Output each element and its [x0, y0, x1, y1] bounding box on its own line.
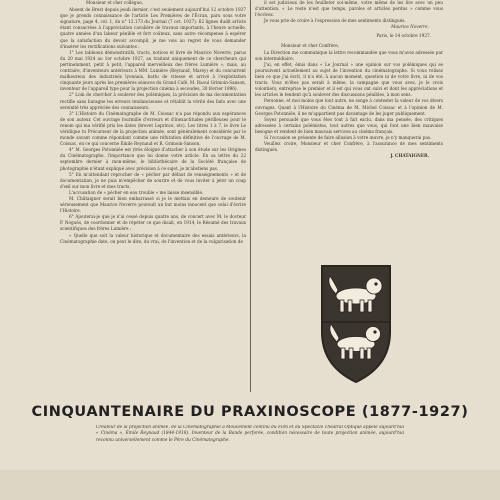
- paragraph: 2° Loin de chercher à soulever des polémiques, la précision de ma documentation rectifie sans baragne les erreurs tendancieuses et rétablit la vérité des faits avec une sereinité très appréciée des connaisseurs.: [60, 92, 246, 110]
- dateline: Paris, le 14 octobre 1927.: [376, 33, 431, 39]
- paragraph: « Quelle que soit la valeur historique et documentaire des essais antérieurs, la Cinématographie date, on peut le dire, du vrai, de l'invention et de la vulgarisation de: [60, 232, 246, 244]
- praxinoscope-description: Créateur de la projection animée, de la Cinématographie à Mouvement continu du Film et du Spectacle Théâtral Optique appelé aujourd'hui « Cinéma », Émile Reynaud (1844-1918). Inventeur de la Bande perforée, condition nécessaire de toute projection animée, aujourd'hui reconnu universellement comme le Père du Cinématographe.: [96, 425, 404, 443]
- letter-noverre-column: [60, 0, 246, 392]
- letter-salutation: Monsieur et cher collègue,: [86, 0, 144, 5]
- paragraph: Veuillez croire, Monsieur et cher Confrère, à l'assurance de mes sentiments distingués.: [255, 141, 443, 153]
- paragraph: 5° En m'attendant reprocher de « pécher par défaut de renseignements » et de documentation, je ne puis m'empêcher de sourire et de vous inviter à jeter un coup d'œil sur mon livre et mes tracts.: [60, 171, 246, 189]
- lions-shield-icon: [318, 262, 394, 386]
- paragraph: il est judicieux de les feuilleter soi-même, votre même de les lire avec un peu d'attention. « Le reste n'est que temps, paroles et articles perdus » comme vous l'écrivez.: [255, 0, 443, 18]
- paragraph: J'ai, en effet, émis dans « Le Journal » une opinion sur vos polémiques qui se poursuivent actuellement au sujet de l'invention du cinématographe. Si vous relisez bien ce que j'ai écrit, il n'a été, à aucun moment, question ni de votre livre, ni de vos tracts. Vous m'êtes pas serait à même, la campagne que vous avez, je le crois volontiers, entreprise le premier et il est qui vous ont suivi et dont les appréciations et les articles le tendent qu'à soulever des discussions pénibles, à mon sens.: [255, 61, 443, 98]
- paragraph: La Direction me communique la lettre recommandée que vous m'avez adressée par son intermédiaire.: [255, 49, 443, 61]
- praxinoscope-anniversary-title: CINQUANTENAIRE DU PRAXINOSCOPE (1877-1927): [31, 404, 469, 420]
- closing-line: Je vous prie de croire à l'expression de mes sentiments distingués.: [264, 18, 406, 24]
- paragraph: M. Châtaigner serait bien embarrassé si je le mettais en demeure de soutenir sérieusement que Maurice Noverre poursuit un but moins innocent que celui d'écrire l'Histoire.: [60, 196, 246, 214]
- paragraph: 1° Les tableaux démonstratifs, tracts, notices et livre de Maurice Noverre, parus du 20 mai 1924 au 1er octobre 1927, au traitant uniquement de ce chercheurs qui pertinemment, petit à petit, l'appareil merveilleux des frères Lumière », mais, au contraire, d'inventeurs antérieurs à MM. Lumière (Reynaud, Marey) et du concurrent malheureux des industriels lyonnais, battu de vitesse et arrivé à l'exploitation cinquante jours après les premières séances du Grand Café, M. Raoul Grimoin-Sanson, inventeur de l'appareil type pour la projection cinéma à secoudes, 30 février 1896).: [60, 49, 246, 92]
- column-divider: [250, 0, 251, 392]
- page-bottom-margin: [0, 470, 500, 500]
- paragraph: Absent de Brest depuis jeudi dernier, c'est seulement aujourd'hui 12 octobre 1927 que je prends connaissance de l'article Les Premières de l'Écran, paru sous votre signature, page 4, col. 1, du n° 12.173 du Journal (7 oct. 1927). 62 lignes dudit article étant consacrées à l'appréciation cavalière de travaux importants, à l'heure actuelle, quatre années d'un labeur pénible et fort coûteux, sans autre récompense à espérer que la satisfaction du devoir accompli, je me vois au regret de vous demander d'insérer les rectifications suivantes :: [60, 7, 246, 49]
- letter-salutation: Monsieur et cher Confrère,: [281, 42, 340, 48]
- coat-of-arms-emblem: [318, 262, 394, 386]
- paragraph: 3° L'Histoire du Cinématographe de M. Coissac n'a pas répondu aux espérances de son auteur. Cet ouvrage fourmille d'erreurs et d'inexactitudes périlleuses pour le renom qui ma vérifié pris les dates (brevet Leprince, etc). Les titres 1 à 7, le livre Le véridique tu Précurseur de la projection animée, sont généralement considérés par le monde savant comme répondant comme une réfutation définitive de l'ouvrage de M. Coissac, en ce qui concerne Émile Reynaud et R. Grimoin-Sanson.: [60, 110, 246, 147]
- paragraph: 6° Ajouterai-je que je n'ai cessé depuis quatre ans, de concert avec M. le docteur P. Noguès, de coordonner et de répéter ce que disait, en 1914, le Résumé des travaux scientifiques des frères Lumière :: [60, 214, 246, 232]
- paragraph: Si l'occasion se présente de faire allusion à votre œuvre, je n'y manquerai pas.: [264, 134, 432, 140]
- paragraph: L'accusation de « pécher en eau trouble » me laisse insensible.: [69, 189, 204, 195]
- signature-chataigner: J. CHATAIGNER.: [390, 153, 429, 159]
- paragraph: Personne, et moi moins que tout autre, ne songe à contester la valeur de vos divers ouvrages. Quant à l'Histoire du Cinéma de M. Michel Coissac et à l'opinion de M. Georges Potonniée, il ne m'appartient pas davantage de les juger publiquement.: [255, 98, 443, 116]
- paragraph: Soyez persuadé que vous êtes tout à fait exclu, dans ma pensée, des critiques adressées à certains polémistes, tout autres que vous, qui font une bien mauvaise besogne et rendent de bien mauvais services au cinéma français.: [255, 116, 443, 134]
- paragraph: 4° M. Georges Potonniée est (très éloigné d'attacher à son étude sur les Origines du Cinématographe, l'importance que lui donne votre article. En sa lettre du 22 septembre dernier à mon-même, le bibliothécaire de la Société française de photographie n'étant expliqué avec précision à ce sujet, je m'abstiens pas.: [60, 147, 246, 171]
- signature-noverre: Maurice Noverre.: [391, 24, 429, 30]
- letter-chataigner-column: [255, 0, 443, 250]
